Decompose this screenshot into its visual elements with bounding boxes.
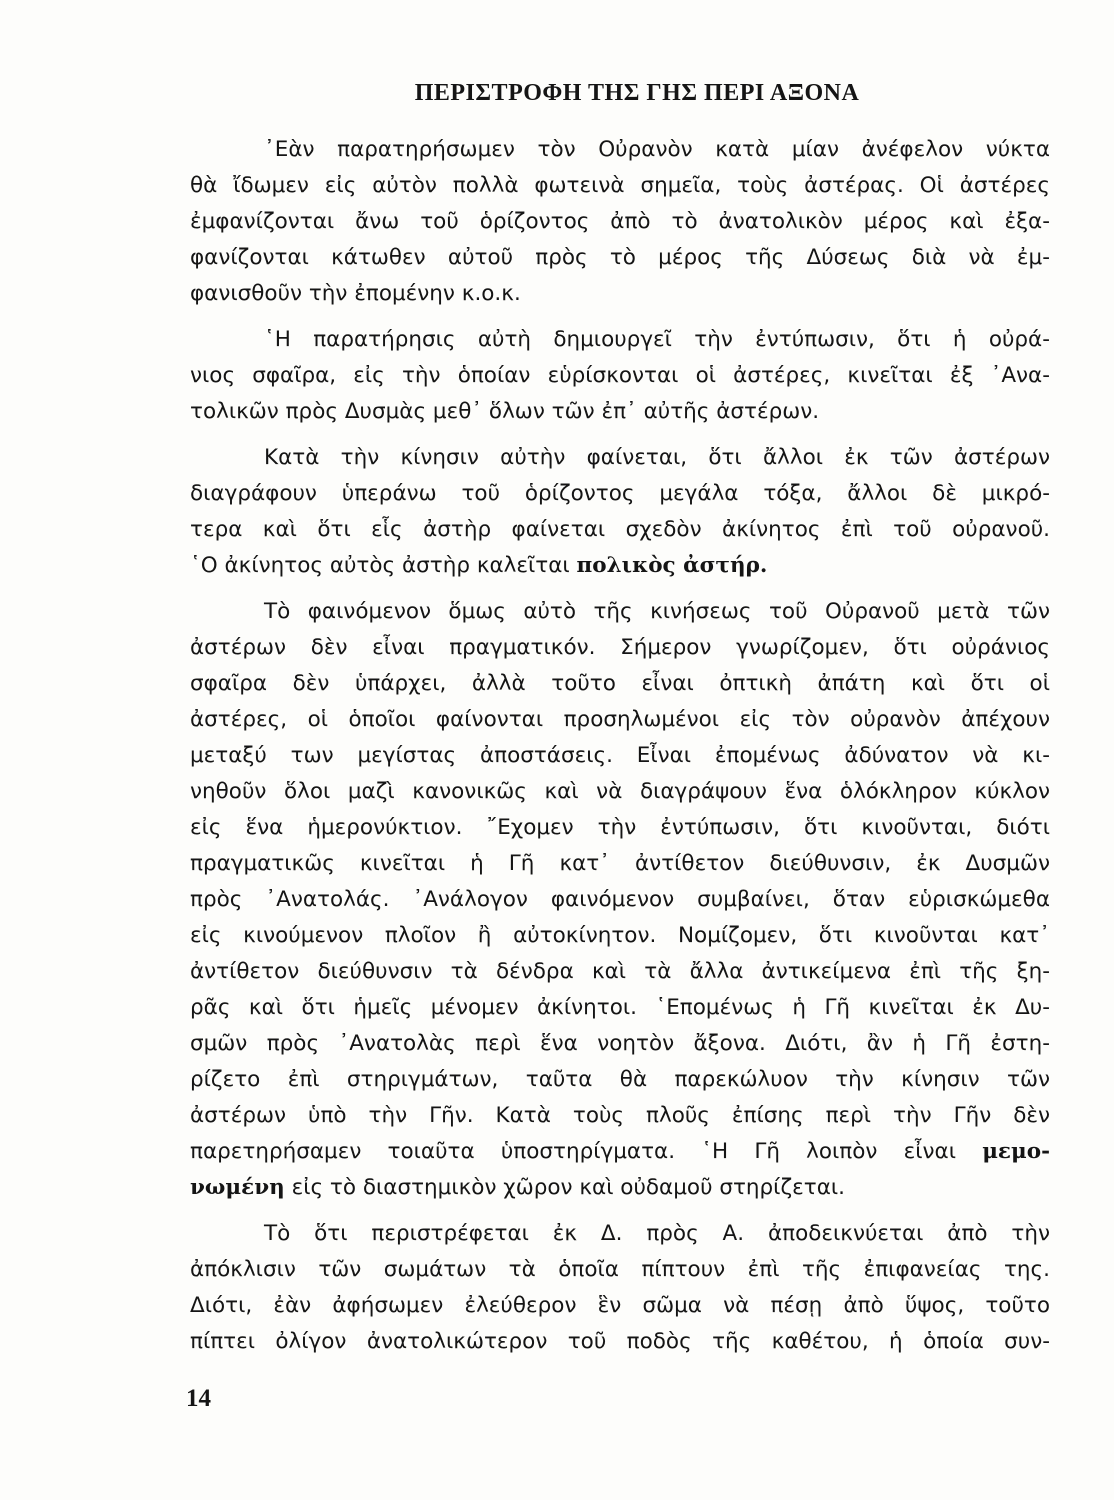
text-line: νιος σφαῖρα, εἰς τὴν ὁποίαν εὑρίσκονται οἱ ἀστέρες, κινεῖται ἐξ ᾿Ανα- <box>190 363 1050 388</box>
page-title: ΠΕΡΙΣΤΡΟΦΗ ΤΗΣ ΓΗΣ ΠΕΡΙ ΑΞΟΝΑ <box>414 80 860 106</box>
paragraph-1 <box>190 132 1050 312</box>
text-line: εἰς ἕνα ἡμερονύκτιον. ῎Εχομεν τὴν ἐντύπωσιν, ὅτι κινοῦνται, διότι <box>190 815 1050 840</box>
paragraph-5 <box>190 1216 1050 1360</box>
text-line: Διότι, ἐὰν ἀφήσωμεν ἐλεύθερον ἓν σῶμα νὰ πέσῃ ἀπὸ ὕψος, τοῦτο <box>190 1293 1050 1318</box>
page-number: 14 <box>186 1385 211 1412</box>
text-line: ἀστέρων δὲν εἶναι πραγματικόν. Σήμερον γνωρίζομεν, ὅτι οὐράνιος <box>190 635 1050 660</box>
bold-term: μεμο- <box>982 1139 1050 1164</box>
text-line: σμῶν πρὸς ᾿Ανατολὰς περὶ ἕνα νοητὸν ἄξονα. Διότι, ἂν ἡ Γῆ ἐστη- <box>190 1031 1050 1056</box>
text-line <box>190 1170 1050 1206</box>
text-line: Κατὰ τὴν κίνησιν αὐτὴν φαίνεται, ὅτι ἄλλοι ἐκ τῶν ἀστέρων <box>264 445 1050 470</box>
text-line: πίπτει ὀλίγον ἀνατολικώτερον τοῦ ποδὸς τῆς καθέτου, ἡ ὁποία συν- <box>190 1329 1050 1354</box>
text-line: Τὸ ὅτι περιστρέφεται ἐκ Δ. πρὸς Α. ἀποδεικνύεται ἀπὸ τὴν <box>264 1221 1050 1246</box>
text-line: ἀντίθετον διεύθυνσιν τὰ δένδρα καὶ τὰ ἄλλα ἀντικείμενα ἐπὶ τῆς ξη- <box>190 959 1050 984</box>
paragraph-3 <box>190 440 1050 584</box>
text-line: ἀστέρες, οἱ ὁποῖοι φαίνονται προσηλωμένοι εἰς τὸν οὐρανὸν ἀπέχουν <box>190 707 1050 732</box>
text-line: ἀπόκλισιν τῶν σωμάτων τὰ ὁποῖα πίπτουν ἐπὶ τῆς ἐπιφανείας της. <box>190 1257 1050 1282</box>
text-line: φανίζονται κάτωθεν αὐτοῦ πρὸς τὸ μέρος τῆς Δύσεως διὰ νὰ ἐμ- <box>190 245 1050 270</box>
text-line: φανισθοῦν τὴν ἐπομένην κ.ο.κ. <box>190 281 521 306</box>
bold-term: πολικὸς ἀστήρ. <box>576 553 768 578</box>
text-line <box>190 548 1050 584</box>
text-run: ῾Ο ἀκίνητος αὐτὸς ἀστὴρ καλεῖται <box>190 553 577 578</box>
text-line: ῾Η παρατήρησις αὐτὴ δημιουργεῖ τὴν ἐντύπωσιν, ὅτι ἡ οὐρά- <box>264 327 1050 352</box>
text-line: θὰ ἴδωμεν εἰς αὐτὸν πολλὰ φωτεινὰ σημεῖα, τοὺς ἀστέρας. Οἱ ἀστέρες <box>190 173 1050 198</box>
text-line <box>190 1134 1050 1170</box>
text-line: πρὸς ᾿Ανατολάς. ᾿Ανάλογον φαινόμενον συμβαίνει, ὅταν εὑρισκώμεθα <box>190 887 1050 912</box>
text-line: νηθοῦν ὅλοι μαζὶ κανονικῶς καὶ νὰ διαγράψουν ἕνα ὁλόκληρον κύκλον <box>190 779 1050 804</box>
text-line: τερα καὶ ὅτι εἷς ἀστὴρ φαίνεται σχεδὸν ἀκίνητος ἐπὶ τοῦ οὐρανοῦ. <box>190 517 1050 542</box>
text-line: σφαῖρα δὲν ὑπάρχει, ἀλλὰ τοῦτο εἶναι ὀπτικὴ ἀπάτη καὶ ὅτι οἱ <box>190 671 1050 696</box>
text-line: ρίζετο ἐπὶ στηριγμάτων, ταῦτα θὰ παρεκώλυον τὴν κίνησιν τῶν <box>190 1067 1050 1092</box>
text-run: εἰς τὸ διαστημικὸν χῶρον καὶ οὐδαμοῦ στηρίζεται. <box>284 1175 845 1200</box>
text-run: παρετηρήσαμεν τοιαῦτα ὑποστηρίγματα. ῾Η Γῆ λοιπὸν εἶναι <box>190 1139 983 1164</box>
text-line: ρᾶς καὶ ὅτι ἡμεῖς μένομεν ἀκίνητοι. ῾Επομένως ἡ Γῆ κινεῖται ἐκ Δυ- <box>190 995 1050 1020</box>
text-line: Τὸ φαινόμενον ὅμως αὐτὸ τῆς κινήσεως τοῦ Οὐρανοῦ μετὰ τῶν <box>264 599 1050 624</box>
text-line: ᾿Εὰν παρατηρήσωμεν τὸν Οὐρανὸν κατὰ μίαν ἀνέφελον νύκτα <box>264 137 1050 162</box>
paragraph-2 <box>190 322 1050 430</box>
text-line: ἀστέρων ὑπὸ τὴν Γῆν. Κατὰ τοὺς πλοῦς ἐπίσης περὶ τὴν Γῆν δὲν <box>190 1103 1050 1128</box>
text-line: ἐμφανίζονται ἄνω τοῦ ὁρίζοντος ἀπὸ τὸ ἀνατολικὸν μέρος καὶ ἐξα- <box>190 209 1050 234</box>
text-line: πραγματικῶς κινεῖται ἡ Γῆ κατ᾿ ἀντίθετον διεύθυνσιν, ἐκ Δυσμῶν <box>190 851 1050 876</box>
text-line: τολικῶν πρὸς Δυσμὰς μεθ᾿ ὅλων τῶν ἐπ᾿ αὐτῆς ἀστέρων. <box>190 399 820 424</box>
body-text <box>190 132 1050 1370</box>
paragraph-4 <box>190 594 1050 1206</box>
text-line: διαγράφουν ὑπεράνω τοῦ ὁρίζοντος μεγάλα τόξα, ἄλλοι δὲ μικρό- <box>190 481 1050 506</box>
text-line: εἰς κινούμενον πλοῖον ἢ αὐτοκίνητον. Νομίζομεν, ὅτι κινοῦνται κατ᾿ <box>190 923 1050 948</box>
bold-term: νωμένη <box>190 1175 285 1200</box>
text-line: μεταξύ των μεγίστας ἀποστάσεις. Εἶναι ἐπομένως ἀδύνατον νὰ κι- <box>190 743 1050 768</box>
